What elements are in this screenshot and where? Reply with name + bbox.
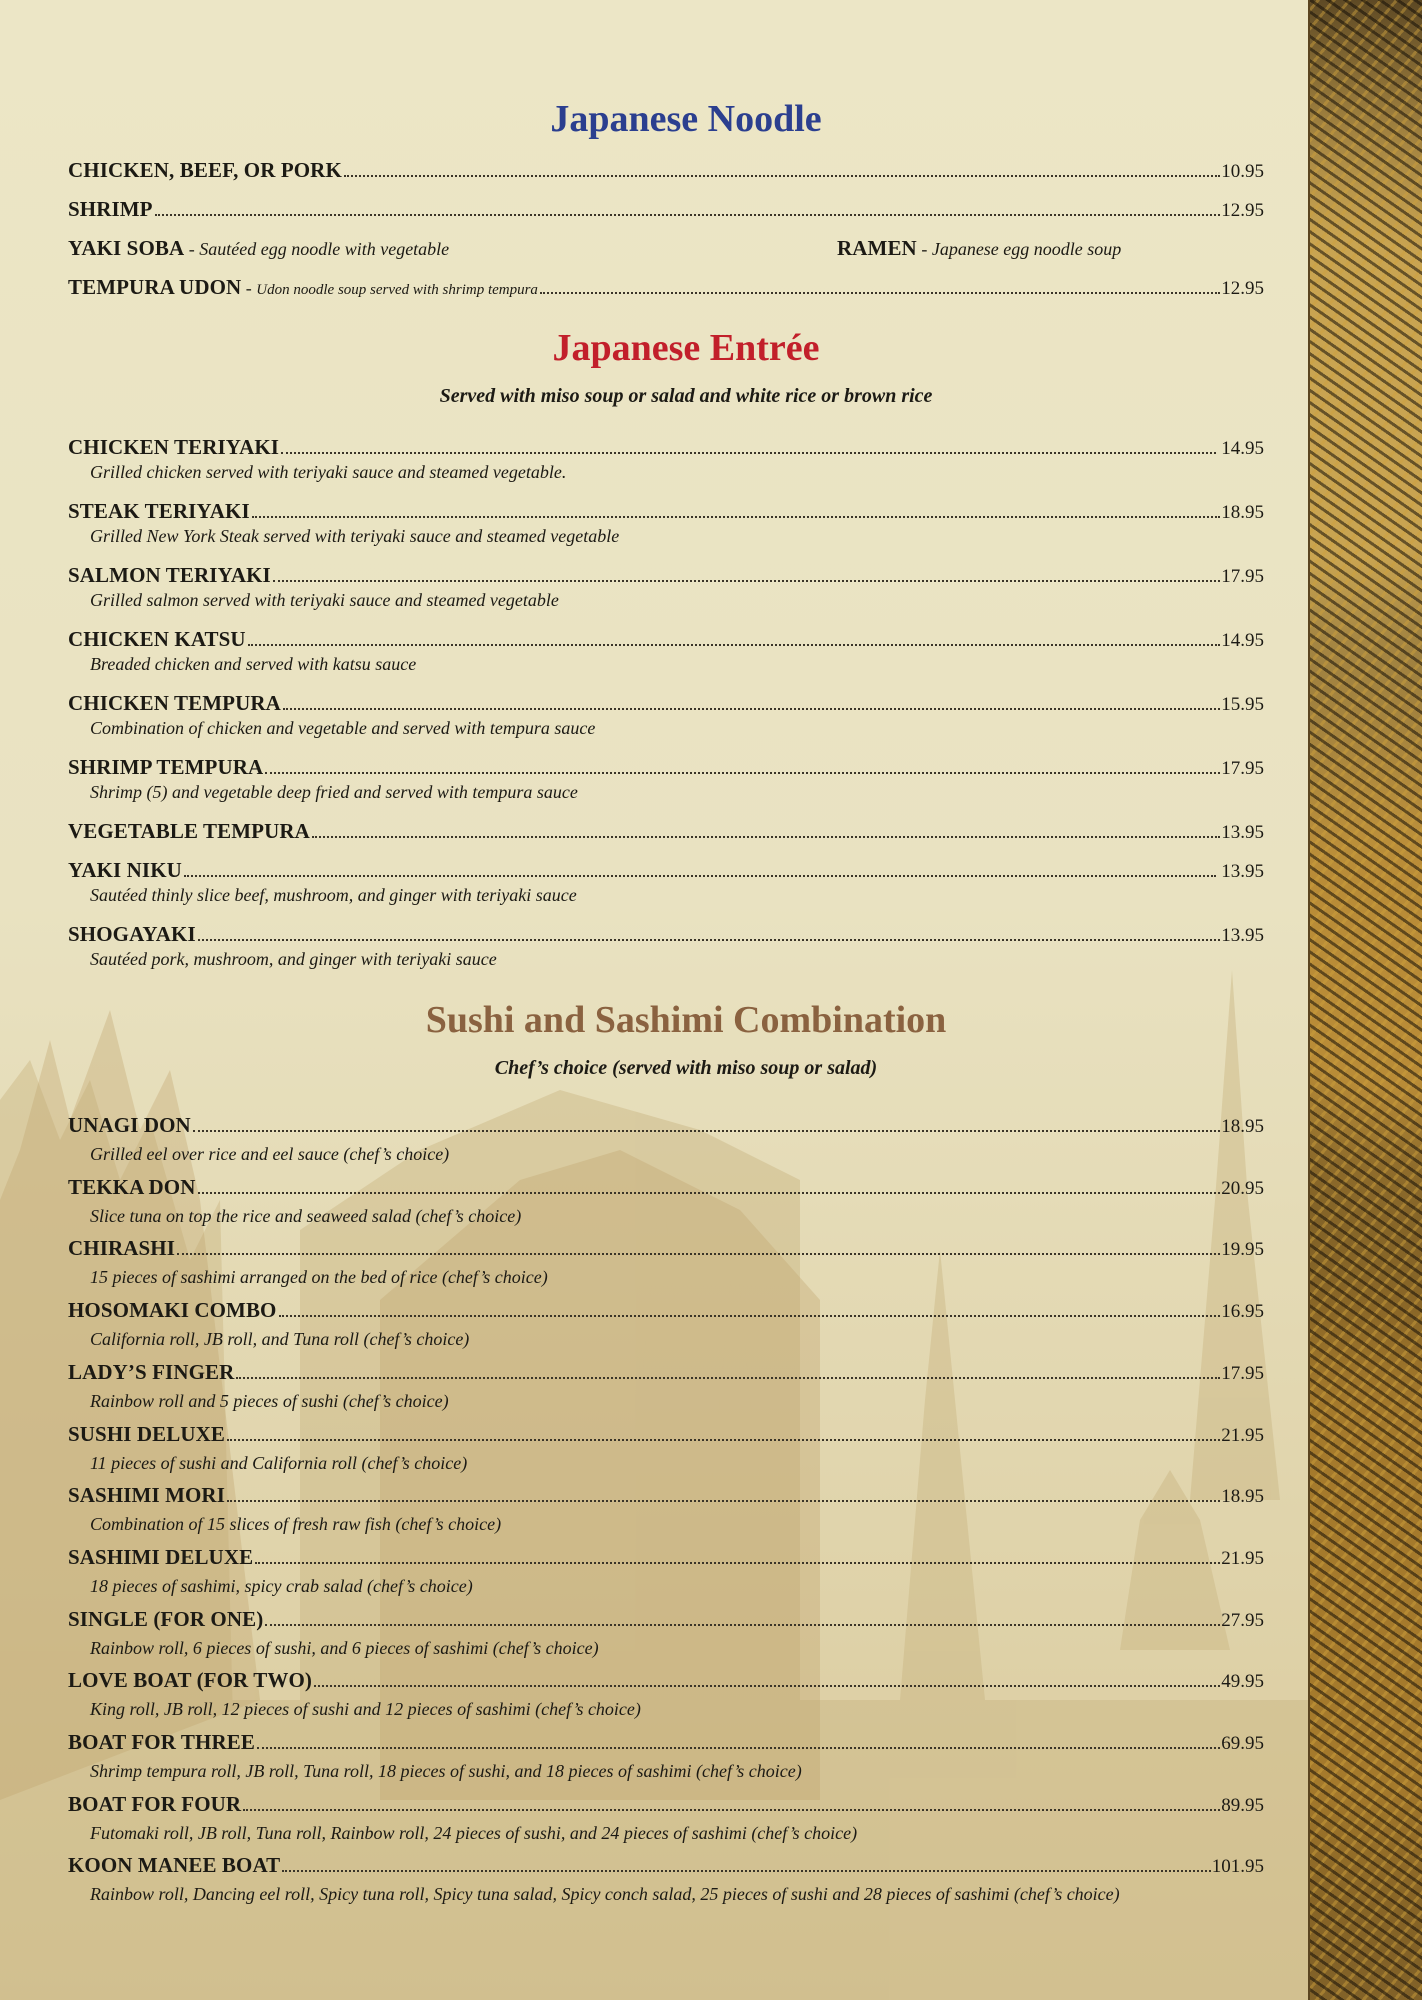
dot-leader bbox=[282, 1869, 1210, 1872]
item-price: 15.95 bbox=[1221, 694, 1264, 715]
menu-item bbox=[68, 158, 1264, 184]
item-name: SINGLE (FOR ONE) bbox=[68, 1606, 264, 1631]
item-name: UNAGI DON bbox=[68, 1113, 191, 1137]
item-price: 13.95 bbox=[1221, 925, 1264, 946]
item-price: 20.95 bbox=[1221, 1177, 1264, 1199]
item-description: California roll, JB roll, and Tuna roll (chef’s choice) bbox=[90, 1329, 470, 1350]
item-description: Combination of chicken and vegetable and served with tempura sauce bbox=[90, 718, 596, 738]
item-separator: - bbox=[241, 278, 257, 298]
item-price: 10.95 bbox=[1221, 161, 1264, 182]
menu-item bbox=[68, 1545, 1264, 1571]
menu-item bbox=[68, 1792, 1264, 1818]
item-price: 13.95 bbox=[1216, 861, 1264, 882]
dot-leader bbox=[540, 291, 1220, 294]
menu-item bbox=[68, 1298, 1264, 1324]
item-name: SALMON TERIYAKI bbox=[68, 563, 271, 587]
item-name: SHRIMP TEMPURA bbox=[68, 755, 264, 779]
dot-leader bbox=[265, 771, 1220, 774]
item-description: Rainbow roll, Dancing eel roll, Spicy tuna roll, Spicy tuna salad, Spicy conch salad, 25 pieces of sushi and 28 pieces of sashimi (chef’s choice) bbox=[90, 1884, 1120, 1905]
section-subtitle-entree: Served with miso soup or salad and white rice or brown rice bbox=[439, 385, 933, 407]
item-separator: - bbox=[184, 239, 200, 259]
item-description: 11 pieces of sushi and California roll (chef’s choice) bbox=[90, 1452, 468, 1473]
item-name: TEMPURA UDON bbox=[68, 275, 242, 299]
item-name: LADY’S FINGER bbox=[68, 1359, 235, 1384]
item-name: SUSHI DELUXE bbox=[68, 1421, 225, 1446]
item-name: VEGETABLE TEMPURA bbox=[68, 819, 310, 843]
dot-leader bbox=[312, 835, 1220, 838]
dot-leader bbox=[236, 1376, 1220, 1379]
item-price: 49.95 bbox=[1221, 1671, 1264, 1693]
menu-item bbox=[837, 236, 1257, 262]
item-description: Slice tuna on top the rice and seaweed salad (chef’s choice) bbox=[90, 1205, 522, 1226]
item-name: RAMEN bbox=[837, 236, 917, 260]
menu-item bbox=[68, 1175, 1264, 1201]
item-price: 21.95 bbox=[1221, 1547, 1264, 1569]
menu-item bbox=[68, 1483, 1264, 1509]
item-price: 27.95 bbox=[1221, 1609, 1264, 1631]
item-description: King roll, JB roll, 12 pieces of sushi and 12 pieces of sashimi (chef’s choice) bbox=[90, 1699, 641, 1720]
item-description: Breaded chicken and served with katsu sauce bbox=[90, 654, 417, 674]
item-price: 101.95 bbox=[1211, 1856, 1264, 1878]
item-name: LOVE BOAT (FOR TWO) bbox=[68, 1668, 313, 1693]
item-name: CHIRASHI bbox=[68, 1236, 175, 1261]
menu-item bbox=[68, 499, 1264, 525]
menu-item bbox=[68, 1730, 1264, 1756]
item-price: 18.95 bbox=[1221, 1486, 1264, 1508]
item-name: CHICKEN KATSU bbox=[68, 627, 246, 651]
item-description: Shrimp tempura roll, JB roll, Tuna roll, 18 pieces of sushi, and 18 pieces of sashimi (chef’s choice) bbox=[90, 1761, 802, 1781]
item-price: 17.95 bbox=[1221, 758, 1264, 779]
menu-item bbox=[68, 627, 1264, 653]
item-description: 18 pieces of sashimi, spicy crab salad (chef’s choice) bbox=[90, 1575, 473, 1596]
menu-item bbox=[68, 691, 1264, 717]
section-title-noodle: Japanese Noodle bbox=[550, 98, 822, 140]
item-name: BOAT FOR FOUR bbox=[68, 1791, 242, 1816]
item-price: 69.95 bbox=[1221, 1733, 1264, 1754]
menu-item bbox=[68, 1853, 1264, 1879]
item-price: 17.95 bbox=[1221, 1362, 1264, 1384]
item-description: Sautéed egg noodle with vegetable bbox=[199, 239, 450, 259]
item-name: YAKI SOBA bbox=[68, 236, 185, 260]
item-description: Sautéed pork, mushroom, and ginger with teriyaki sauce bbox=[90, 949, 497, 969]
item-description: Sautéed thinly slice beef, mushroom, and ginger with teriyaki sauce bbox=[90, 885, 577, 905]
dot-leader bbox=[193, 1129, 1220, 1132]
item-description: Grilled New York Steak served with teriyaki sauce and steamed vegetable bbox=[90, 526, 620, 546]
dot-leader bbox=[184, 874, 1216, 877]
dot-leader bbox=[344, 174, 1220, 177]
item-price: 17.95 bbox=[1221, 566, 1264, 587]
menu-item bbox=[68, 755, 1264, 781]
item-price: 12.95 bbox=[1221, 278, 1264, 299]
item-price: 14.95 bbox=[1216, 438, 1264, 459]
dot-leader bbox=[177, 1252, 1220, 1255]
item-name: SASHIMI DELUXE bbox=[68, 1544, 254, 1569]
menu-item bbox=[68, 1607, 1264, 1633]
dot-leader bbox=[281, 451, 1215, 454]
section-title-sushi: Sushi and Sashimi Combination bbox=[425, 999, 947, 1041]
dot-leader bbox=[255, 1561, 1220, 1564]
section-title-entree: Japanese Entrée bbox=[552, 327, 820, 369]
dot-leader bbox=[279, 1314, 1221, 1317]
item-description: Udon noodle soup served with shrimp tempura bbox=[256, 282, 538, 298]
item-description: Grilled eel over rice and eel sauce (chef’s choice) bbox=[90, 1144, 450, 1164]
dot-leader bbox=[198, 938, 1221, 941]
item-description: Grilled chicken served with teriyaki sauce and steamed vegetable. bbox=[90, 462, 567, 482]
dot-leader bbox=[243, 1808, 1220, 1811]
menu-item bbox=[68, 1668, 1264, 1694]
item-price: 18.95 bbox=[1221, 502, 1264, 523]
dot-leader bbox=[155, 213, 1221, 216]
item-name: CHICKEN, BEEF, OR PORK bbox=[68, 158, 342, 182]
item-description: 15 pieces of sashimi arranged on the bed of rice (chef’s choice) bbox=[90, 1267, 548, 1288]
item-description: Combination of 15 slices of fresh raw fish (chef’s choice) bbox=[90, 1514, 502, 1535]
menu-item bbox=[68, 819, 1264, 845]
dot-leader bbox=[252, 515, 1221, 518]
item-price: 12.95 bbox=[1221, 200, 1264, 221]
menu-item bbox=[68, 275, 1264, 301]
item-name: CHICKEN TEMPURA bbox=[68, 691, 281, 715]
item-name: TEKKA DON bbox=[68, 1174, 196, 1199]
item-description: Rainbow roll and 5 pieces of sushi (chef’s choice) bbox=[90, 1390, 449, 1411]
item-price: 16.95 bbox=[1221, 1301, 1264, 1323]
item-name: SHRIMP bbox=[68, 197, 153, 221]
item-name: KOON MANEE BOAT bbox=[68, 1853, 281, 1878]
menu-item bbox=[68, 563, 1264, 589]
item-name: STEAK TERIYAKI bbox=[68, 499, 250, 523]
dot-leader bbox=[198, 1191, 1221, 1194]
dot-leader bbox=[283, 707, 1220, 710]
menu-item bbox=[68, 236, 828, 262]
item-description: Rainbow roll, 6 pieces of sushi, and 6 pieces of sashimi (chef’s choice) bbox=[90, 1637, 599, 1658]
menu-item bbox=[68, 858, 1264, 884]
menu-item bbox=[68, 1422, 1264, 1448]
dot-leader bbox=[273, 579, 1220, 582]
item-name: SHOGAYAKI bbox=[68, 922, 196, 946]
dot-leader bbox=[314, 1684, 1220, 1687]
menu-item bbox=[68, 435, 1264, 461]
item-name: BOAT FOR THREE bbox=[68, 1730, 255, 1754]
item-price: 14.95 bbox=[1221, 630, 1264, 651]
menu-item bbox=[68, 197, 1264, 223]
item-price: 18.95 bbox=[1221, 1116, 1264, 1137]
menu-item bbox=[68, 922, 1264, 948]
item-description: Japanese egg noodle soup bbox=[931, 239, 1122, 259]
menu-item bbox=[68, 1360, 1264, 1386]
item-price: 89.95 bbox=[1221, 1794, 1264, 1816]
item-description: Grilled salmon served with teriyaki sauce and steamed vegetable bbox=[90, 590, 559, 610]
dot-leader bbox=[227, 1438, 1220, 1441]
menu-item bbox=[68, 1236, 1264, 1262]
item-name: SASHIMI MORI bbox=[68, 1483, 225, 1508]
dot-leader bbox=[227, 1499, 1220, 1502]
item-price: 21.95 bbox=[1221, 1424, 1264, 1446]
decorative-border-panel bbox=[1308, 0, 1422, 2000]
item-description: Futomaki roll, JB roll, Tuna roll, Rainbow roll, 24 pieces of sushi, and 24 pieces of sashimi (chef’s choice) bbox=[90, 1822, 858, 1843]
dot-leader bbox=[265, 1623, 1220, 1626]
item-price: 13.95 bbox=[1221, 822, 1264, 843]
item-separator: - bbox=[916, 239, 932, 259]
item-name: HOSOMAKI COMBO bbox=[68, 1298, 277, 1323]
item-price: 19.95 bbox=[1221, 1239, 1264, 1261]
dot-leader bbox=[257, 1746, 1220, 1749]
section-subtitle-sushi: Chef’s choice (served with miso soup or salad) bbox=[494, 1057, 878, 1079]
menu-item bbox=[68, 1113, 1264, 1139]
item-name: YAKI NIKU bbox=[68, 858, 182, 882]
item-description: Shrimp (5) and vegetable deep fried and served with tempura sauce bbox=[90, 782, 578, 802]
dot-leader bbox=[248, 643, 1221, 646]
item-name: CHICKEN TERIYAKI bbox=[68, 435, 280, 459]
